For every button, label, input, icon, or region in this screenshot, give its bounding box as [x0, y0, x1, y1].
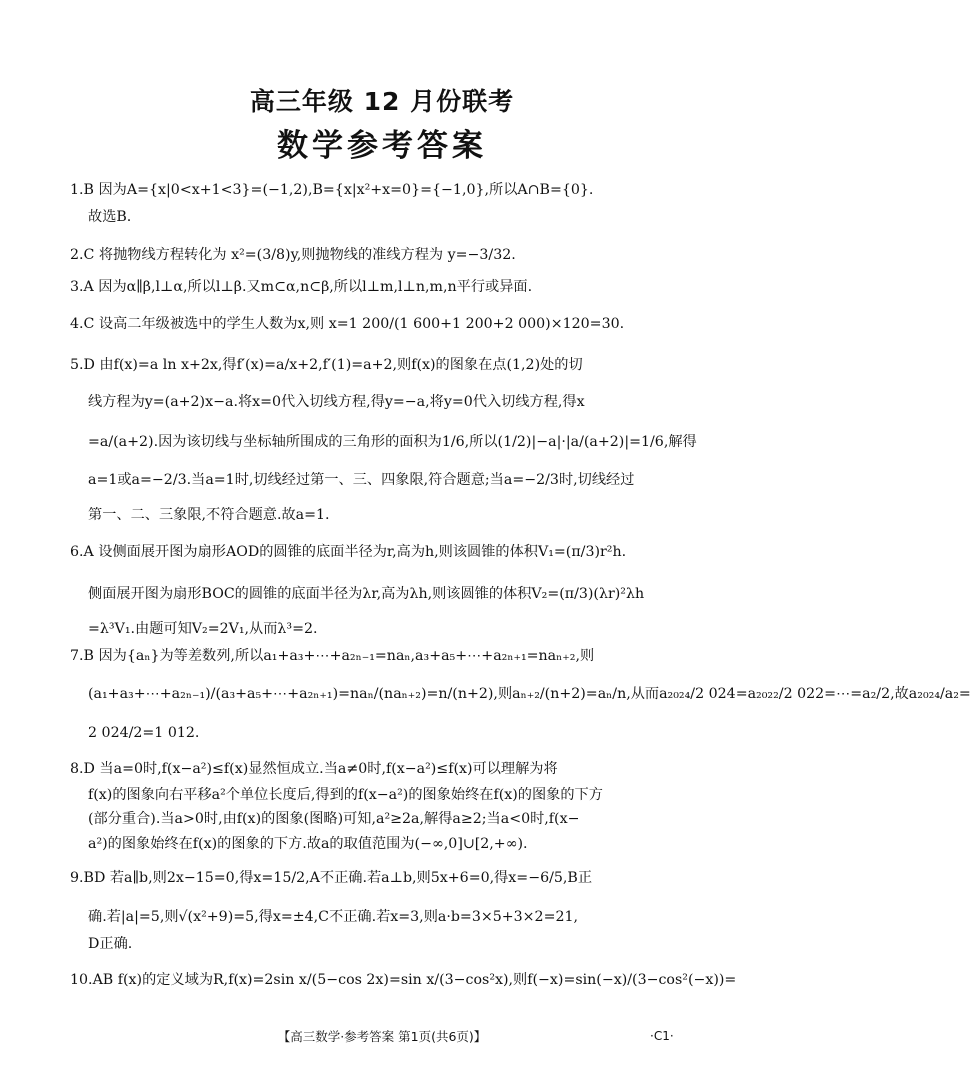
answer-line: =a/(a+2).因为该切线与坐标轴所围成的三角形的面积为1/6,所以(1/2)|−a|·|a/(a+2)|=1/6,解得	[88, 434, 697, 450]
answer-line: (部分重合).当a>0时,由f(x)的图象(图略)可知,a²≥2a,解得a≥2;当a<0时,f(x−	[88, 811, 580, 827]
answer-line: D正确.	[88, 936, 133, 952]
answer-line: 2 024/2=1 012.	[88, 725, 200, 741]
answer-line: 确.若|a|=5,则√(x²+9)=5,得x=±4,C不正确.若x=3,则a·b=3×5+3×2=21,	[88, 909, 579, 925]
answer-line: 第一、二、三象限,不符合题意.故a=1.	[88, 507, 330, 523]
page-subtitle: 数学参考答案	[277, 128, 487, 164]
answer-line: =λ³V₁.由题可知V₂=2V₁,从而λ³=2.	[88, 621, 318, 637]
answer-line: 2.C 将抛物线方程转化为 x²=(3/8)y,则抛物线的准线方程为 y=−3/32.	[70, 247, 516, 263]
answer-line: 线方程为y=(a+2)x−a.将x=0代入切线方程,得y=−a,将y=0代入切线方程,得x	[88, 394, 585, 410]
answer-line: a²)的图象始终在f(x)的图象的下方.故a的取值范围为(−∞,0]∪[2,+∞).	[88, 836, 528, 852]
page-title: 高三年级 12 月份联考	[249, 87, 515, 116]
answer-line: 5.D 由f(x)=a ln x+2x,得f′(x)=a/x+2,f′(1)=a+2,则f(x)的图象在点(1,2)处的切	[70, 357, 583, 373]
footer-code: ·C1·	[650, 1029, 674, 1043]
answer-line: 故选B.	[88, 209, 132, 225]
answer-line: 1.B 因为A={x|0<x+1<3}=(−1,2),B={x|x²+x=0}={−1,0},所以A∩B={0}.	[70, 182, 594, 198]
answer-line: 6.A 设侧面展开图为扇形AOD的圆锥的底面半径为r,高为h,则该圆锥的体积V₁=(π/3)r²h.	[70, 544, 627, 560]
page-footer: 【高三数学·参考答案 第1页(共6页)】	[277, 1029, 487, 1044]
answer-line: (a₁+a₃+⋯+a₂ₙ₋₁)/(a₃+a₅+⋯+a₂ₙ₊₁)=naₙ/(naₙ₊₂)=n/(n+2),则aₙ₊₂/(n+2)=aₙ/n,从而a₂₀₂₄/2 024=a₂₀₂₂/2 022=⋯=a₂/2,故a₂₀₂₄/a₂=	[88, 686, 971, 702]
answer-line: f(x)的图象向右平移a²个单位长度后,得到的f(x−a²)的图象始终在f(x)的图象的下方	[88, 787, 603, 803]
answer-line: 侧面展开图为扇形BOC的圆锥的底面半径为λr,高为λh,则该圆锥的体积V₂=(π/3)(λr)²λh	[88, 586, 645, 602]
answer-line: 8.D 当a=0时,f(x−a²)≤f(x)显然恒成立.当a≠0时,f(x−a²)≤f(x)可以理解为将	[70, 761, 558, 777]
answer-line: 10.AB f(x)的定义域为R,f(x)=2sin x/(5−cos 2x)=sin x/(3−cos²x),则f(−x)=sin(−x)/(3−cos²(−x))=	[70, 972, 737, 988]
answer-line: 9.BD 若a∥b,则2x−15=0,得x=15/2,A不正确.若a⊥b,则5x+6=0,得x=−6/5,B正	[70, 870, 593, 886]
answer-line: a=1或a=−2/3.当a=1时,切线经过第一、三、四象限,符合题意;当a=−2/3时,切线经过	[88, 472, 635, 488]
answer-line: 7.B 因为{aₙ}为等差数列,所以a₁+a₃+⋯+a₂ₙ₋₁=naₙ,a₃+a₅+⋯+a₂ₙ₊₁=naₙ₊₂,则	[70, 648, 595, 664]
answer-line: 4.C 设高二年级被选中的学生人数为x,则 x=1 200/(1 600+1 200+2 000)×120=30.	[70, 316, 625, 332]
answer-line: 3.A 因为α∥β,l⊥α,所以l⊥β.又m⊂α,n⊂β,所以l⊥m,l⊥n,m,n平行或异面.	[70, 279, 533, 295]
